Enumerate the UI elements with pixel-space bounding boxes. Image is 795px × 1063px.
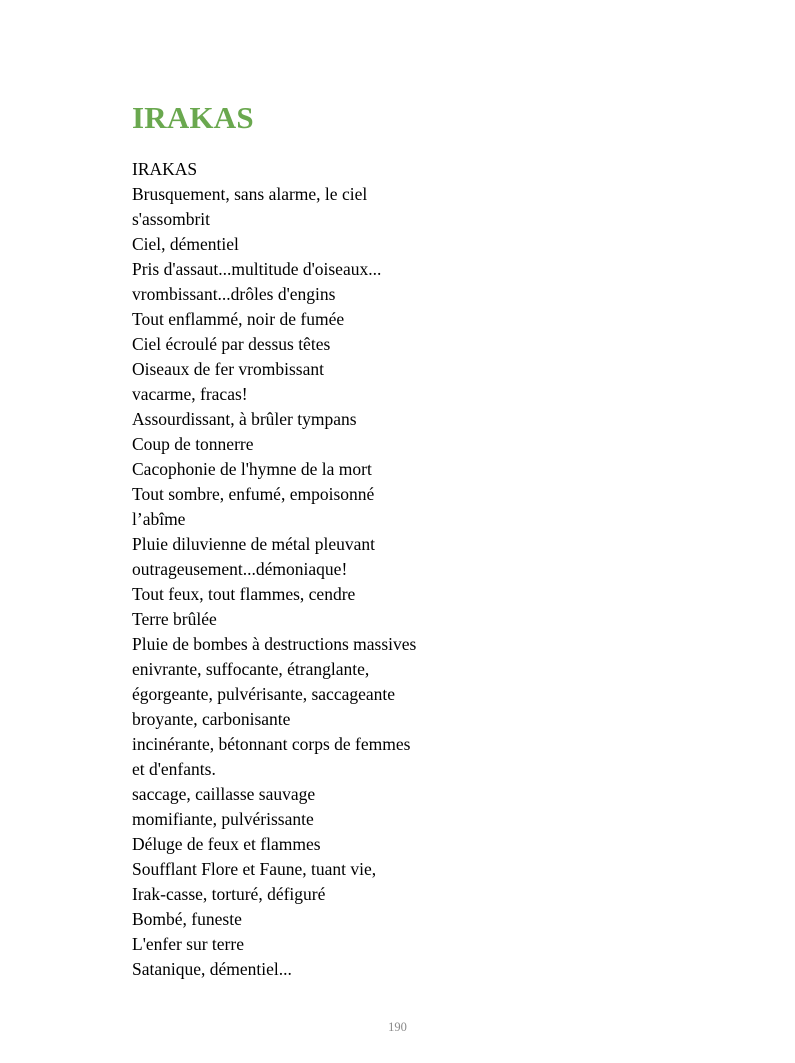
poem-line: Ciel écroulé par dessus têtes: [132, 334, 331, 354]
poem-line: Tout sombre, enfumé, empoisonné: [132, 484, 375, 504]
poem-line: égorgeante, pulvérisante, saccageante: [132, 684, 396, 704]
poem-line: Ciel, démentiel: [132, 234, 239, 254]
poem-line: et d'enfants.: [132, 759, 216, 779]
poem-line: saccage, caillasse sauvage: [132, 784, 316, 804]
poem-line: Pluie diluvienne de métal pleuvant: [132, 534, 375, 554]
poem-line: Brusquement, sans alarme, le ciel: [132, 184, 368, 204]
poem-line: enivrante, suffocante, étranglante,: [132, 659, 370, 679]
poem-line: Déluge de feux et flammes: [132, 834, 321, 854]
poem-line: IRAKAS: [132, 159, 198, 179]
poem-line: Coup de tonnerre: [132, 434, 254, 454]
poem-line: incinérante, bétonnant corps de femmes: [132, 734, 411, 754]
poem-line: L'enfer sur terre: [132, 934, 244, 954]
poem-line: Cacophonie de l'hymne de la mort: [132, 459, 372, 479]
page-number: 190: [388, 1020, 407, 1034]
poem-line: Pluie de bombes à destructions massives: [132, 634, 417, 654]
poem-line: Satanique, démentiel...: [132, 959, 292, 979]
poem-line: Terre brûlée: [132, 609, 217, 629]
poem-line: vrombissant...drôles d'engins: [132, 284, 336, 304]
poem-line: Bombé, funeste: [132, 909, 242, 929]
poem-line: Tout feux, tout flammes, cendre: [132, 584, 356, 604]
poem-body: [132, 157, 692, 982]
poem-line: vacarme, fracas!: [132, 384, 248, 404]
poem-line: s'assombrit: [132, 209, 211, 229]
poem-line: Tout enflammé, noir de fumée: [132, 309, 345, 329]
poem-line: Pris d'assaut...multitude d'oiseaux...: [132, 259, 382, 279]
poem-line: outrageusement...démoniaque!: [132, 559, 348, 579]
poem-line: broyante, carbonisante: [132, 709, 291, 729]
poem-line: momifiante, pulvérissante: [132, 809, 314, 829]
poem-line: Oiseaux de fer vrombissant: [132, 359, 324, 379]
poem-line: Irak-casse, torturé, défiguré: [132, 884, 326, 904]
poem-line: Soufflant Flore et Faune, tuant vie,: [132, 859, 377, 879]
poem-line: Assourdissant, à brûler tympans: [132, 409, 357, 429]
poem-line: l’abîme: [132, 509, 186, 529]
page-title: IRAKAS: [132, 100, 254, 135]
